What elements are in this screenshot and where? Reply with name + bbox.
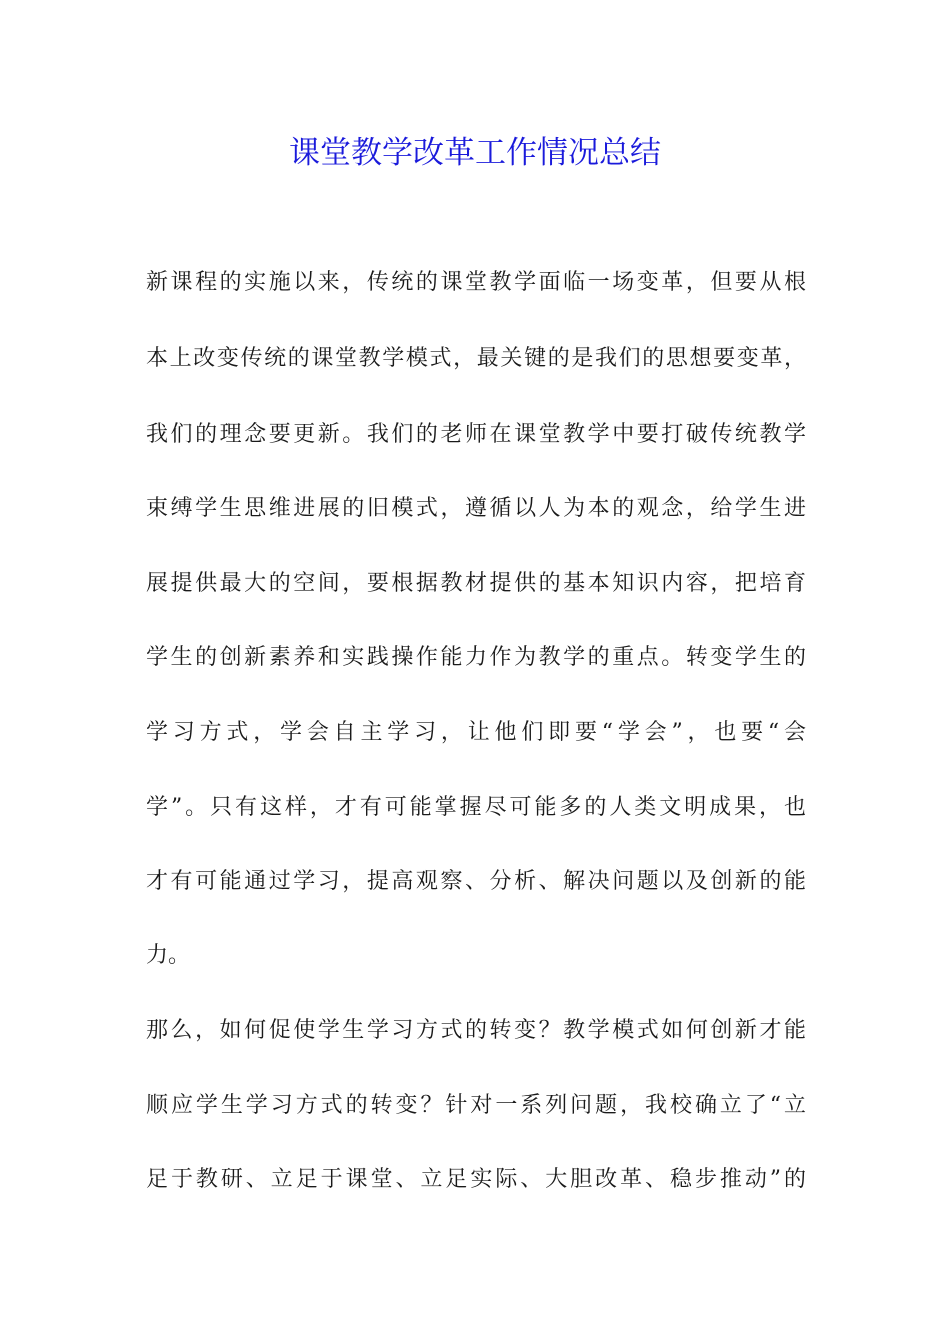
paragraph-line: 那么，如何促使学生学习方式的转变？教学模式如何创新才能 [146,1018,806,1043]
paragraph-line: 学习方式，学会自主学习，让他们即要“学会”，也要“会 [146,720,806,745]
paragraph-line: 展提供最大的空间，要根据教材提供的基本知识内容，把培育 [146,571,806,596]
paragraph-line: 学生的创新素养和实践操作能力作为教学的重点。转变学生的 [146,645,806,670]
paragraph-line: 才有可能通过学习，提高观察、分析、解决问题以及创新的能 [146,869,806,894]
paragraph-line: 力。 [146,943,191,968]
paragraph-line: 顺应学生学习方式的转变？针对一系列问题，我校确立了“立 [146,1093,806,1118]
document-title: 课堂教学改革工作情况总结 [289,135,661,171]
paragraph-line: 束缚学生思维进展的旧模式，遵循以人为本的观念，给学生进 [146,496,806,521]
paragraph-line: 足于教研、立足于课堂、立足实际、大胆改革、稳步推动”的 [146,1167,806,1192]
paragraph-line: 学”。只有这样，才有可能掌握尽可能多的人类文明成果，也 [146,795,806,820]
paragraph-line: 新课程的实施以来，传统的课堂教学面临一场变革，但要从根 [146,270,806,295]
paragraph-line: 我们的理念要更新。我们的老师在课堂教学中要打破传统教学 [146,422,806,447]
paragraph-line: 本上改变传统的课堂教学模式，最关键的是我们的思想要变革， [146,346,806,371]
